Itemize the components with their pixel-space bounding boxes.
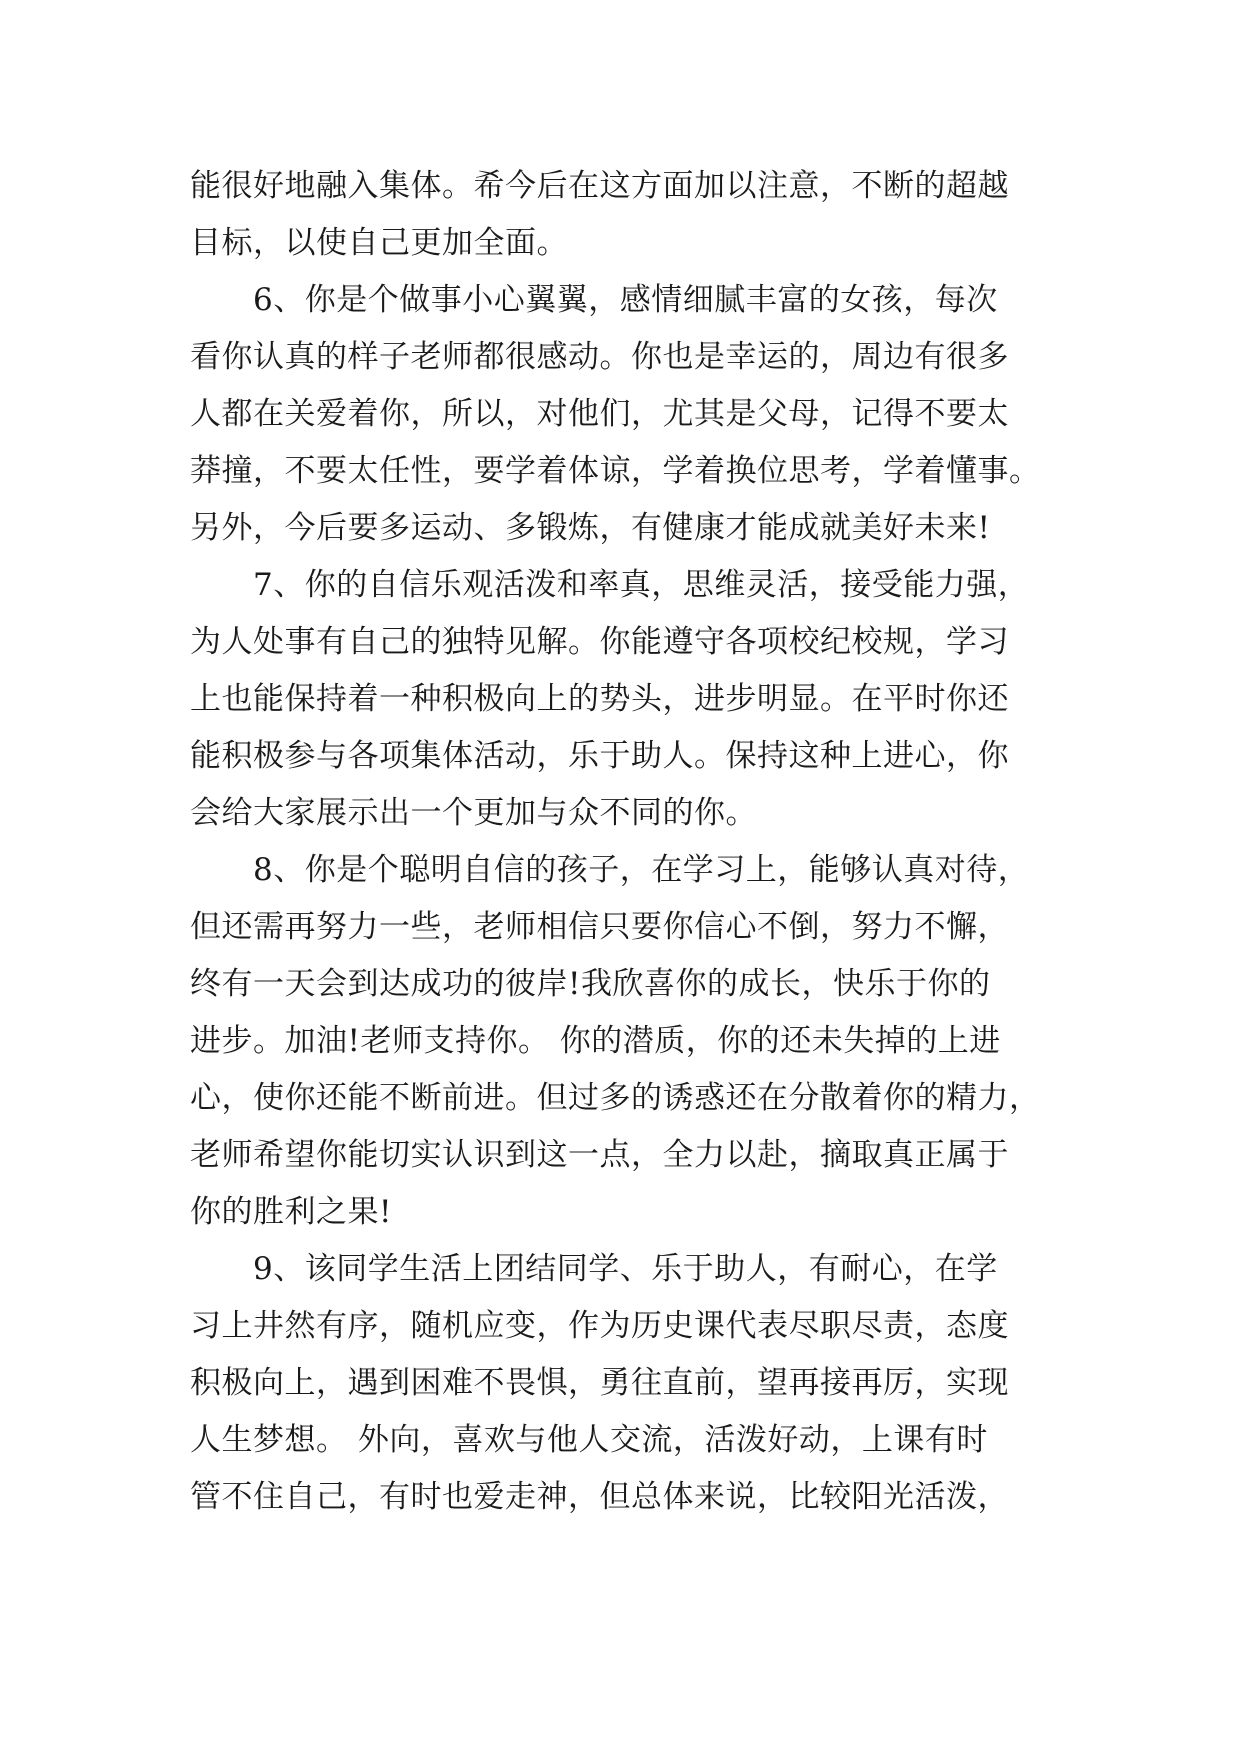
text-line: 积极向上，遇到困难不畏惧，勇往直前，望再接再厉，实现 [190, 1365, 1009, 1401]
text-line: 进步。加油!老师支持你。 你的潜质，你的还未失掉的上进 [190, 1023, 1001, 1059]
text-line: 人生梦想。 外向，喜欢与他人交流，活泼好动，上课有时 [190, 1422, 988, 1458]
text-line: 7、你的自信乐观活泼和率真，思维灵活，接受能力强， [190, 567, 1030, 603]
text-line: 上也能保持着一种积极向上的势头，进步明显。在平时你还 [190, 681, 1009, 717]
text-line: 你的胜利之果! [190, 1194, 392, 1230]
text-line: 目标，以使自己更加全面。 [190, 225, 568, 261]
text-line: 9、该同学生活上团结同学、乐于助人，有耐心，在学 [190, 1251, 998, 1287]
text-line: 终有一天会到达成功的彼岸!我欣喜你的成长，快乐于你的 [190, 966, 991, 1002]
text-line: 6、你是个做事小心翼翼，感情细腻丰富的女孩，每次 [190, 282, 998, 318]
text-line: 能很好地融入集体。希今后在这方面加以注意，不断的超越 [190, 168, 1009, 204]
text-line: 另外，今后要多运动、多锻炼，有健康才能成就美好未来! [190, 510, 991, 546]
text-line: 但还需再努力一些，老师相信只要你信心不倒，努力不懈， [190, 909, 1009, 945]
text-line: 莽撞，不要太任性，要学着体谅，学着换位思考，学着懂事。 [190, 453, 1041, 489]
text-line: 为人处事有自己的独特见解。你能遵守各项校纪校规，学习 [190, 624, 1009, 660]
text-line: 管不住自己，有时也爱走神，但总体来说，比较阳光活泼， [190, 1479, 1009, 1515]
text-line: 能积极参与各项集体活动，乐于助人。保持这种上进心，你 [190, 738, 1009, 774]
text-line: 习上井然有序，随机应变，作为历史课代表尽职尽责，态度 [190, 1308, 1009, 1344]
text-line: 8、你是个聪明自信的孩子，在学习上，能够认真对待， [190, 852, 1030, 888]
text-line: 看你认真的样子老师都很感动。你也是幸运的，周边有很多 [190, 339, 1009, 375]
text-line: 心，使你还能不断前进。但过多的诱惑还在分散着你的精力， [190, 1080, 1041, 1116]
text-line: 老师希望你能切实认识到这一点，全力以赴，摘取真正属于 [190, 1137, 1009, 1173]
text-line: 人都在关爱着你，所以，对他们，尤其是父母，记得不要太 [190, 396, 1009, 432]
text-line: 会给大家展示出一个更加与众不同的你。 [190, 795, 757, 831]
